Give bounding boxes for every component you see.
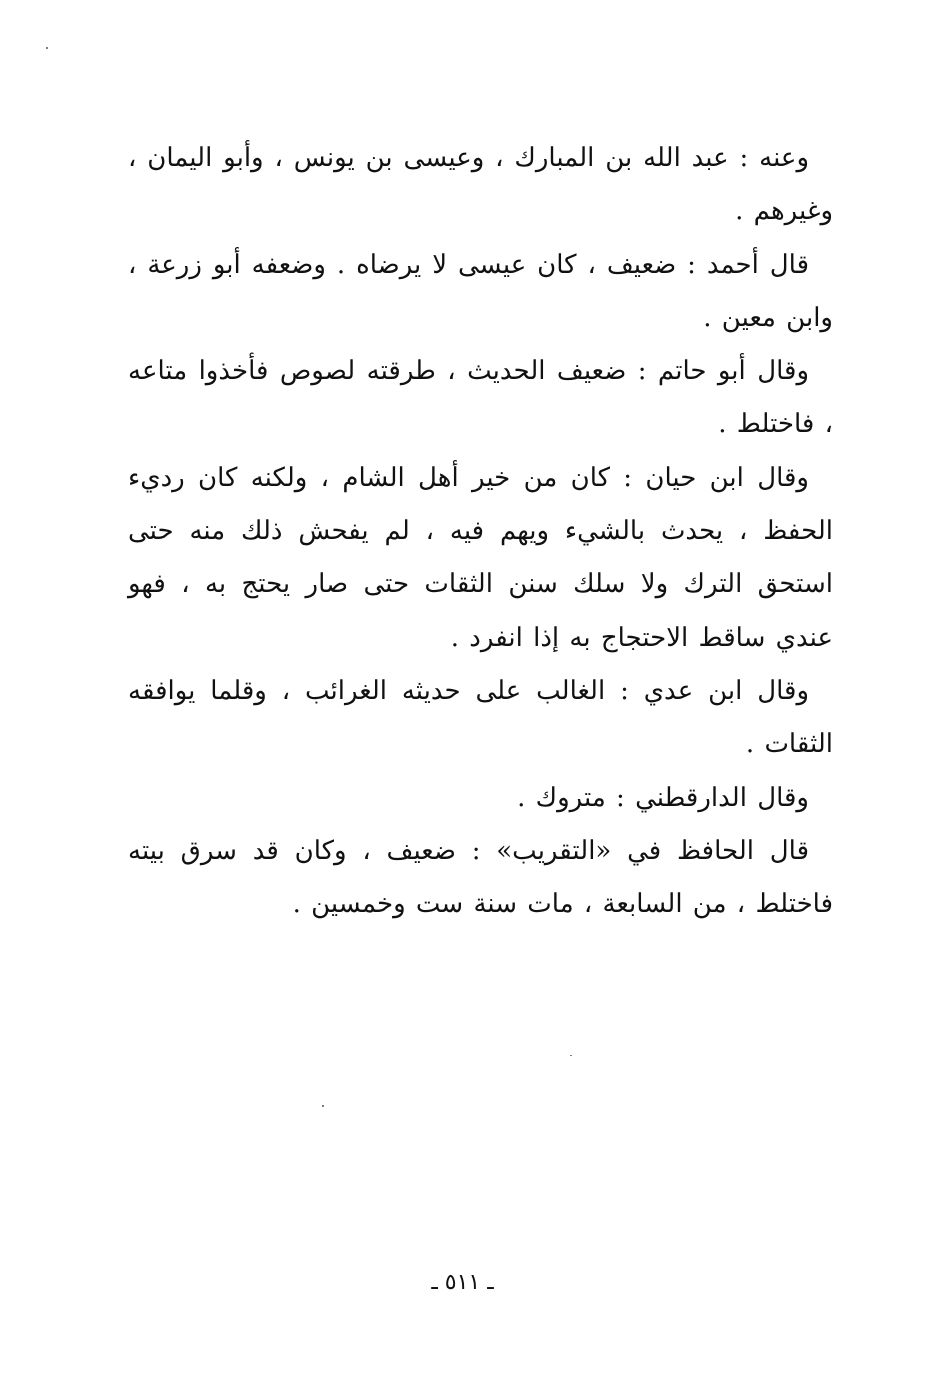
paragraph-abu-hatim: وقال أبو حاتم : ضعيف الحديث ، طرقته لصوص فأخذوا متاعه ، فاختلط . [128, 356, 833, 440]
paragraph-students: وعنه : عبد الله بن المبارك ، وعيسى بن يونس ، وأبو اليمان ، وغيرهم . [128, 143, 833, 227]
page-number: ـ ٥١١ ـ [431, 1270, 494, 1295]
paragraph-ibn-hibban: وقال ابن حيان : كان من خير أهل الشام ، ولكنه كان رديء الحفظ ، يحدث بالشيء ويهم فيه ، لم يفحش ذلك منه حتى استحق الترك ولا سلك سنن الثقات حتى صار يحتج به ، فهو عندي ساقط الاحتجاج به إذا انفرد . [128, 462, 833, 653]
paragraph-hafiz: قال الحافظ في «التقريب» : ضعيف ، وكان قد سرق بيته فاختلط ، من السابعة ، مات سنة ست وخمسين . [128, 835, 833, 920]
scan-speck [570, 1055, 572, 1056]
scan-speck [46, 47, 48, 49]
paragraph-ibn-adi: وقال ابن عدي : الغالب على حديثه الغرائب ، وقلما يوافقه الثقات . [128, 675, 833, 760]
paragraph-ahmad: قال أحمد : ضعيف ، كان عيسى لا يرضاه . وضعفه أبو زرعة ، وابن معين . [128, 249, 833, 333]
paragraph-daraqutni: وقال الدارقطني : متروك . [517, 782, 809, 813]
body-text [128, 132, 833, 931]
scan-speck [322, 1105, 324, 1107]
